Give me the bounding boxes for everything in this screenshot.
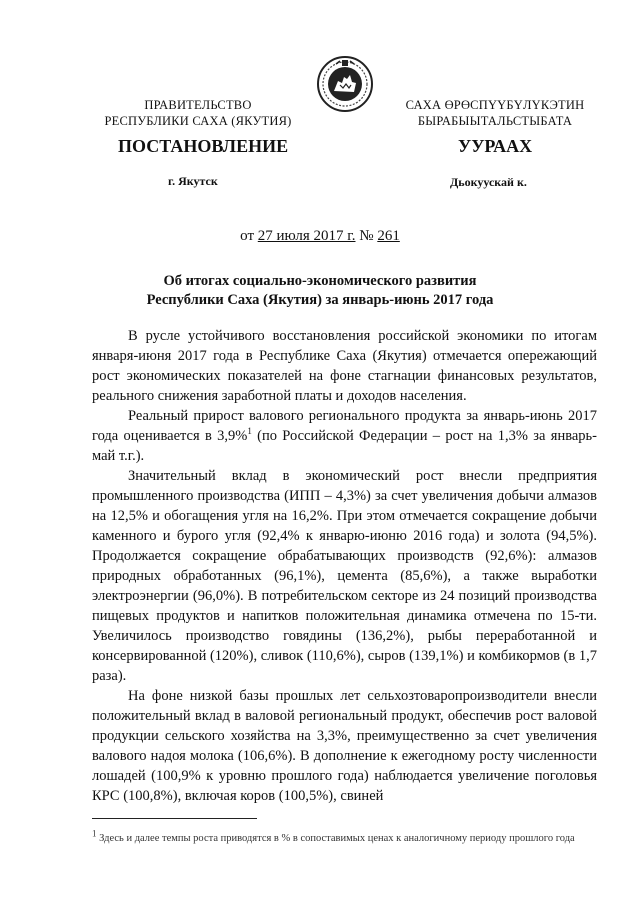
document-type-sakha: УУРААХ (458, 136, 533, 156)
footnote-text: Здесь и далее темпы роста приводятся в % в сопоставимых ценах к аналогичному периоду прошлого года (96, 833, 575, 844)
coat-of-arms-emblem (316, 55, 374, 113)
body-paragraph-1: В русле устойчивого восстановления российской экономики по итогам января-июня 2017 года в Республике Саха (Якутия) отмечается опережающий рост экономических показателей на фоне стагнации финансовых результатов, реального снижения заработной платы и доходов населения. (92, 328, 597, 404)
body-paragraph-2 (92, 406, 597, 466)
footnote-mark: 1 (92, 828, 97, 839)
city-ru: г. Якутск (168, 174, 218, 188)
paragraph-2-text-a: Реальный прирост валового регионального продукта за январь-июнь 2017 года оценивается в 3,9% (92, 408, 597, 444)
decree-number-sign: № (359, 228, 374, 244)
subject-line1: Об итогах социально-экономического развития (163, 273, 477, 289)
government-name-sakha-line1: САХА ӨРӨСПҮҮБҮЛҮКЭТИН (405, 98, 585, 112)
decree-number: 261 (377, 228, 400, 244)
body-paragraph-4: На фоне низкой базы прошлых лет сельхозтоваропроизводители внесли положительный вклад в валовой региональный продукт, обеспечив рост валовой продукции сельского хозяйства на 3,3%, преимущественно за счет увеличения валового надоя молока (106,6%). В дополнение к ежегодному росту численности лошадей (100,9% к уровню прошлого года) наблюдается увеличение поголовья КРС (100,8%), включая коров (100,5%), свиней (92, 688, 597, 804)
footnote-reference: 1 (247, 426, 252, 437)
footnote-separator (92, 818, 257, 819)
government-name-ru-line2: РЕСПУБЛИКИ САХА (ЯКУТИЯ) (104, 114, 292, 128)
document-subject (60, 272, 580, 310)
decree-prefix: от (240, 228, 255, 244)
decree-date: 27 июля 2017 г. (257, 228, 356, 244)
subject-line2: Республики Саха (Якутия) за январь-июнь 2017 года (146, 292, 494, 308)
paragraph-2-text-b: (по Российской Федерации – рост на 1,3% за январь-май т.г.). (92, 428, 597, 464)
government-name-sakha (385, 97, 605, 129)
government-name-ru (88, 97, 308, 129)
document-type-ru: ПОСТАНОВЛЕНИЕ (118, 136, 289, 156)
body-paragraph-3: Значительный вклад в экономический рост внесли предприятия промышленного производства (ИПП – 4,3%) за счет увеличения добычи алмазов на 12,5% и обогащения угля на 16,2%. При этом отмечается сокращение добычи каменного и бурого угля (92,4% к январю-июню 2016 года) и золота (94,5%). Продолжается сокращение обрабатывающих производств (92,6%): алмазов природных обработанных (96,1%), цемента (85,6%), а также выработки электроэнергии (96,0%). В потребительском секторе из 24 позиций производства пищевых продуктов и напитков положительная динамика отмечена по 15-ти. Увеличилось производство говядины (136,2%), рыбы переработанной и консервированной (120%), сливок (110,6%), сыров (139,1%) и комбикормов (в 1,7 раза). (92, 468, 597, 684)
government-name-ru-line1: ПРАВИТЕЛЬСТВО (144, 98, 252, 112)
decree-date-number (0, 228, 640, 245)
government-name-sakha-line2: БЫРАБЫЫТАЛЬСТЫБАТА (417, 114, 573, 128)
document-body (92, 326, 597, 806)
footnote (92, 828, 602, 845)
city-sakha: Дьокуускай к. (450, 175, 527, 189)
